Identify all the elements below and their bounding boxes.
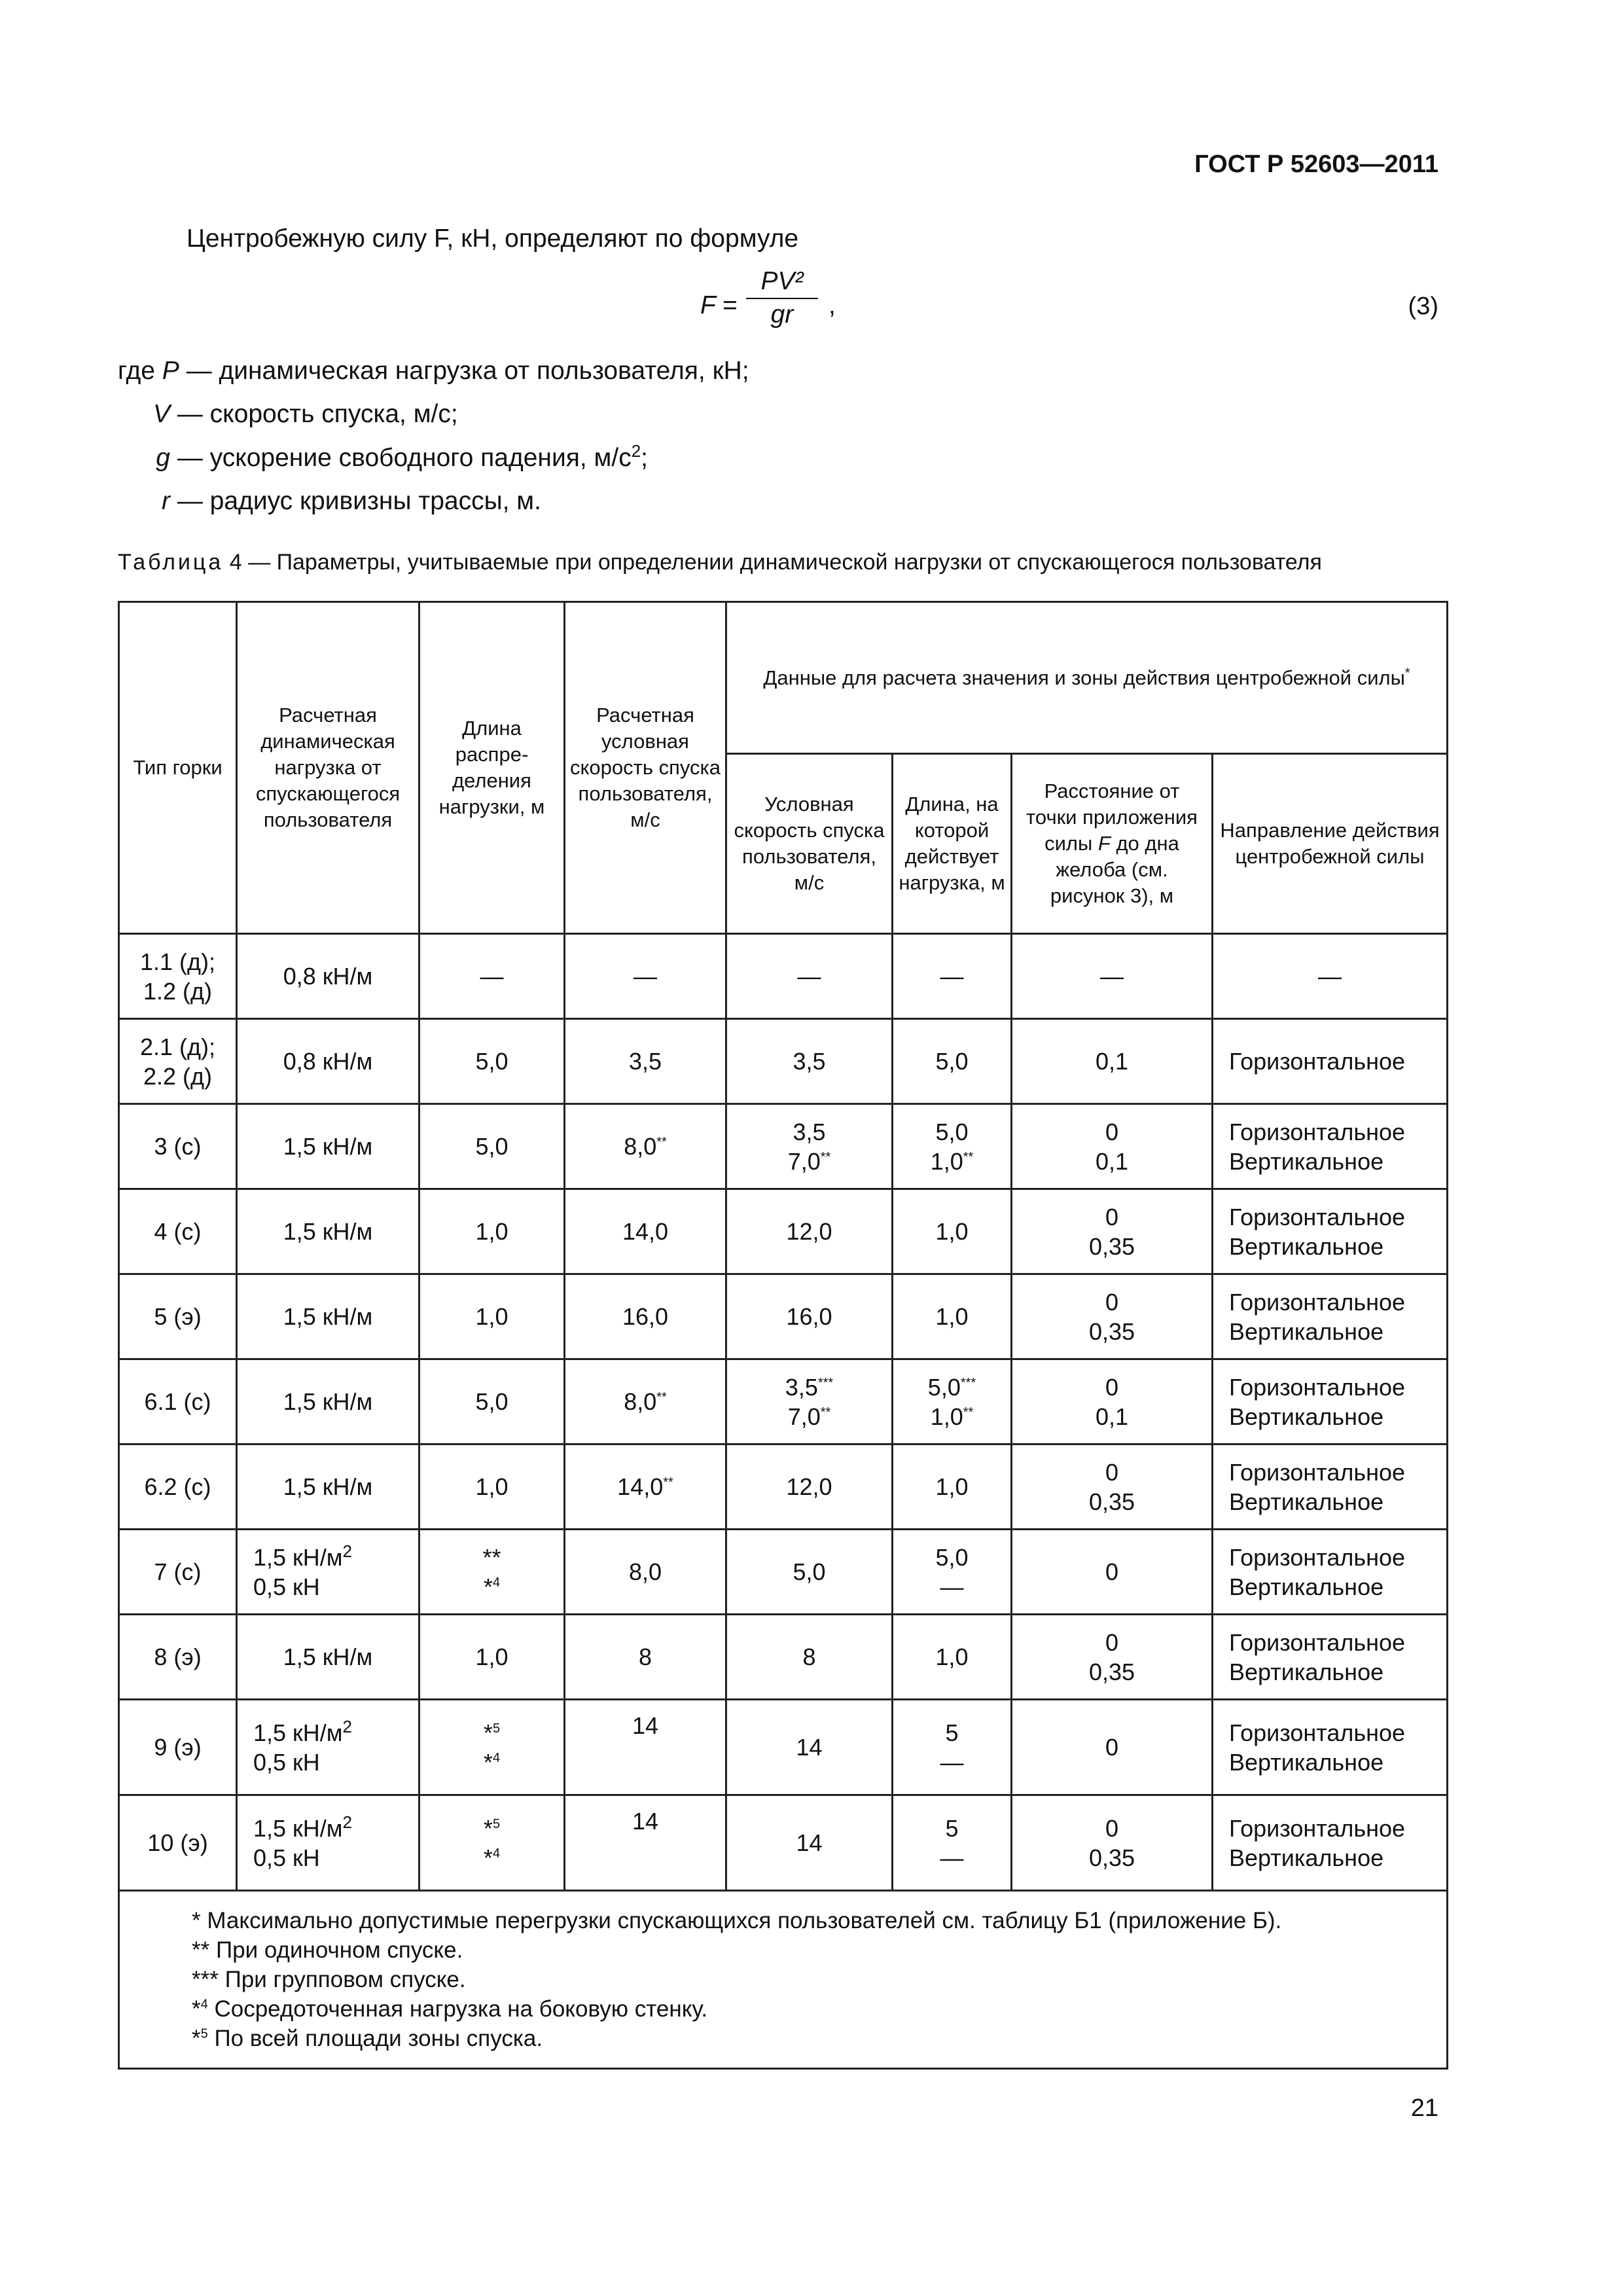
cell-distance: — bbox=[1012, 934, 1213, 1019]
cell-speed: 8 bbox=[565, 1615, 726, 1700]
table-caption bbox=[118, 550, 1322, 575]
cell-length: 1,0 bbox=[419, 1274, 565, 1359]
cell-cond-speed: 16,0 bbox=[726, 1274, 893, 1359]
cell-direction: — bbox=[1213, 934, 1448, 1019]
table-body bbox=[119, 934, 1448, 1891]
table-caption-text: 4 — Параметры, учитываемые при определении динамической нагрузки от спускающегося пользователя bbox=[229, 550, 1322, 575]
note-item: ** При одиночном спуске. bbox=[192, 1937, 463, 1963]
cell-load: 1,5 кН/м bbox=[237, 1189, 419, 1274]
definition-text: — динамическая нагрузка от пользователя, кН; bbox=[186, 357, 749, 385]
formula-denominator: gr bbox=[770, 300, 794, 329]
cell-type: 1.1 (д); 1.2 (д) bbox=[119, 934, 237, 1019]
cell-load: 0,8 кН/м bbox=[237, 1019, 419, 1104]
cell-distance: 0 0,35 bbox=[1012, 1274, 1213, 1359]
cell-speed: 14 bbox=[565, 1700, 726, 1795]
cell-cond-speed: 14 bbox=[726, 1700, 893, 1795]
cell-load: 1,5 кН/м bbox=[237, 1274, 419, 1359]
cell-load: 0,8 кН/м bbox=[237, 934, 419, 1019]
cell-distance: 0 bbox=[1012, 1530, 1213, 1615]
cell-length: 5,0 bbox=[419, 1359, 565, 1444]
header-type: Тип горки bbox=[119, 602, 237, 934]
cell-direction: Горизонтальное Вертикальное bbox=[1213, 1274, 1448, 1359]
cell-distance: 0 0,35 bbox=[1012, 1444, 1213, 1530]
cell-speed: 8,0** bbox=[565, 1104, 726, 1189]
cell-type: 4 (с) bbox=[119, 1189, 237, 1274]
table-row bbox=[119, 934, 1448, 1019]
cell-act-length: 5,0*** 1,0** bbox=[893, 1359, 1012, 1444]
definition-symbol: P bbox=[162, 357, 179, 385]
table-caption-label: Таблица bbox=[118, 550, 224, 575]
definition-item bbox=[118, 351, 749, 391]
cell-distance: 0 0,1 bbox=[1012, 1104, 1213, 1189]
page-number: 21 bbox=[1410, 2094, 1438, 2122]
cell-act-length: 1,0 bbox=[893, 1444, 1012, 1530]
cell-length: — bbox=[419, 934, 565, 1019]
cell-distance: 0 bbox=[1012, 1700, 1213, 1795]
cell-type: 7 (с) bbox=[119, 1530, 237, 1615]
cell-direction: Горизонтальное bbox=[1213, 1019, 1448, 1104]
cell-speed: 8,0 bbox=[565, 1530, 726, 1615]
cell-cond-speed: — bbox=[726, 934, 893, 1019]
cell-cond-speed: 8 bbox=[726, 1615, 893, 1700]
cell-load: 1,5 кН/м bbox=[237, 1615, 419, 1700]
note-item: *** При групповом спуске. bbox=[192, 1967, 466, 1992]
table-row bbox=[119, 1795, 1448, 1891]
cell-direction: Горизонтальное Вертикальное bbox=[1213, 1700, 1448, 1795]
cell-act-length: — bbox=[893, 934, 1012, 1019]
cell-cond-speed: 5,0 bbox=[726, 1530, 893, 1615]
table-row bbox=[119, 1615, 1448, 1700]
definition-item bbox=[92, 395, 458, 434]
formula-intro: Центробежную силу F, кН, определяют по формуле bbox=[187, 224, 799, 253]
cell-length: 5,0 bbox=[419, 1104, 565, 1189]
formula-lhs: F bbox=[700, 291, 716, 319]
note-item: *$^4$ Сосредоточенная нагрузка на боковую стенку. bbox=[192, 1996, 708, 2022]
definition-prefix: где bbox=[118, 357, 155, 385]
cell-cond-speed: 14 bbox=[726, 1795, 893, 1891]
definition-symbol: r bbox=[162, 487, 170, 515]
definition-symbol: g bbox=[156, 444, 170, 472]
cell-cond-speed: 3,5 bbox=[726, 1019, 893, 1104]
cell-type: 10 (э) bbox=[119, 1795, 237, 1891]
cell-type: 3 (с) bbox=[119, 1104, 237, 1189]
header-length: Длина распре-деления нагрузки, м bbox=[419, 602, 565, 934]
cell-act-length: 5,0 bbox=[893, 1019, 1012, 1104]
header-distance: Расстояние от точки приложения силы F до дна желоба (см. рисунок 3), м bbox=[1012, 754, 1213, 934]
formula bbox=[700, 265, 844, 331]
table-row bbox=[119, 1019, 1448, 1104]
cell-speed: 16,0 bbox=[565, 1274, 726, 1359]
cell-speed: 3,5 bbox=[565, 1019, 726, 1104]
header-speed: Расчетная условная скорость спуска пользователя, м/с bbox=[565, 602, 726, 934]
definition-text: — ускорение свободного падения, $м/с^2$; bbox=[177, 441, 649, 472]
cell-speed: 14,0 bbox=[565, 1189, 726, 1274]
cell-load: 1,5 кН/м bbox=[237, 1359, 419, 1444]
cell-act-length: 1,0 bbox=[893, 1615, 1012, 1700]
definition-symbol: V bbox=[152, 400, 170, 428]
cell-length: *$^5$ *$^4$ bbox=[419, 1795, 565, 1891]
cell-act-length: 1,0 bbox=[893, 1189, 1012, 1274]
table-notes bbox=[119, 1891, 1448, 2069]
formula-comma: , bbox=[829, 291, 836, 319]
cell-type: 5 (э) bbox=[119, 1274, 237, 1359]
cell-length: 1,0 bbox=[419, 1615, 565, 1700]
formula-numerator: PV² bbox=[760, 267, 804, 295]
cell-type: 6.1 (с) bbox=[119, 1359, 237, 1444]
equation-number: (3) bbox=[1408, 293, 1438, 320]
cell-direction: Горизонтальное Вертикальное bbox=[1213, 1444, 1448, 1530]
cell-direction: Горизонтальное Вертикальное bbox=[1213, 1615, 1448, 1700]
definition-item bbox=[92, 482, 541, 521]
cell-length: *$^5$ *$^4$ bbox=[419, 1700, 565, 1795]
definition-text: — радиус кривизны трассы, м. bbox=[177, 487, 541, 515]
cell-act-length: 1,0 bbox=[893, 1274, 1012, 1359]
cell-cond-speed: 3,5 7,0** bbox=[726, 1104, 893, 1189]
cell-direction: Горизонтальное Вертикальное bbox=[1213, 1359, 1448, 1444]
cell-length: ** *$^4$ bbox=[419, 1530, 565, 1615]
cell-cond-speed: 12,0 bbox=[726, 1444, 893, 1530]
header-centrifugal-group: Данные для расчета значения и зоны действия центробежной силы* bbox=[726, 602, 1448, 754]
cell-distance: 0 0,35 bbox=[1012, 1795, 1213, 1891]
note-item: *$^5$ По всей площади зоны спуска. bbox=[192, 2026, 543, 2051]
table-row bbox=[119, 1104, 1448, 1189]
cell-length: 5,0 bbox=[419, 1019, 565, 1104]
cell-speed: 14 bbox=[565, 1795, 726, 1891]
cell-speed: 14,0** bbox=[565, 1444, 726, 1530]
cell-direction: Горизонтальное Вертикальное bbox=[1213, 1104, 1448, 1189]
cell-direction: Горизонтальное Вертикальное bbox=[1213, 1795, 1448, 1891]
cell-cond-speed: 12,0 bbox=[726, 1189, 893, 1274]
header-load: Расчетная динамическая нагрузка от спускающегося пользователя bbox=[237, 602, 419, 934]
table-row bbox=[119, 1444, 1448, 1530]
note-item: * Максимально допустимые перегрузки спускающихся пользователей см. таблицу Б1 (приложение Б). bbox=[192, 1908, 1282, 1933]
table-row bbox=[119, 1189, 1448, 1274]
cell-load: 1,5 кН/м bbox=[237, 1104, 419, 1189]
header-cond-speed: Условная скорость спуска пользователя, м/с bbox=[726, 754, 893, 934]
cell-load: 1,5 кН/м bbox=[237, 1444, 419, 1530]
cell-load: 1,5 $кН/м^2$ 0,5 кН bbox=[237, 1530, 419, 1615]
cell-load: 1,5 $кН/м^2$ 0,5 кН bbox=[237, 1700, 419, 1795]
cell-type: 9 (э) bbox=[119, 1700, 237, 1795]
table-row bbox=[119, 1274, 1448, 1359]
cell-type: 2.1 (д); 2.2 (д) bbox=[119, 1019, 237, 1104]
cell-type: 8 (э) bbox=[119, 1615, 237, 1700]
cell-act-length: 5 — bbox=[893, 1700, 1012, 1795]
cell-cond-speed: 3,5*** 7,0** bbox=[726, 1359, 893, 1444]
cell-length: 1,0 bbox=[419, 1444, 565, 1530]
definition-text: — скорость спуска, м/с; bbox=[177, 400, 458, 428]
header-direction: Направление действия центробежной силы bbox=[1213, 754, 1448, 934]
cell-load: 1,5 $кН/м^2$ 0,5 кН bbox=[237, 1795, 419, 1891]
cell-speed: — bbox=[565, 934, 726, 1019]
cell-type: 6.2 (с) bbox=[119, 1444, 237, 1530]
table-row bbox=[119, 1700, 1448, 1795]
header-act-length: Длина, на которой действует нагрузка, м bbox=[893, 754, 1012, 934]
cell-distance: 0 0,35 bbox=[1012, 1189, 1213, 1274]
cell-direction: Горизонтальное Вертикальное bbox=[1213, 1189, 1448, 1274]
cell-distance: 0 0,1 bbox=[1012, 1359, 1213, 1444]
cell-speed: 8,0** bbox=[565, 1359, 726, 1444]
table-row bbox=[119, 1530, 1448, 1615]
cell-act-length: 5,0 — bbox=[893, 1530, 1012, 1615]
cell-act-length: 5,0 1,0** bbox=[893, 1104, 1012, 1189]
table-row bbox=[119, 1359, 1448, 1444]
definition-item bbox=[92, 439, 648, 478]
cell-distance: 0,1 bbox=[1012, 1019, 1213, 1104]
formula-equals: = bbox=[722, 291, 738, 319]
cell-act-length: 5 — bbox=[893, 1795, 1012, 1891]
cell-distance: 0 0,35 bbox=[1012, 1615, 1213, 1700]
formula-fraction bbox=[743, 265, 821, 332]
cell-direction: Горизонтальное Вертикальное bbox=[1213, 1530, 1448, 1615]
document-code: ГОСТ Р 52603—2011 bbox=[1194, 151, 1438, 178]
cell-length: 1,0 bbox=[419, 1189, 565, 1274]
parameters-table bbox=[118, 601, 1448, 2070]
